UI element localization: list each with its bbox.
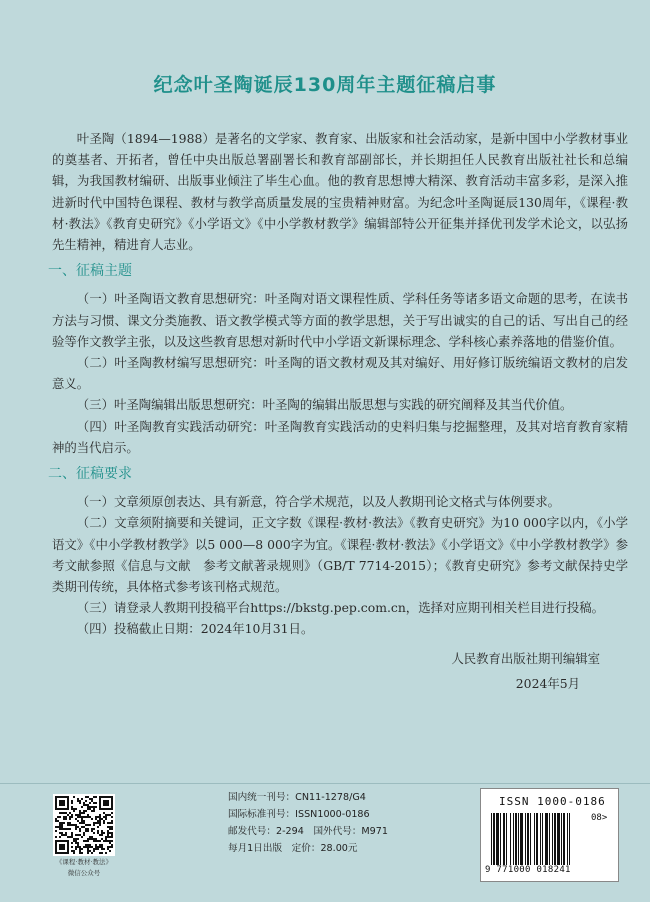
- article-body: [48, 128, 628, 694]
- section-heading-requirements: 二、征稿要求: [48, 466, 132, 483]
- issue-code: 08>: [591, 813, 608, 823]
- topic-item-2: （二）叶圣陶教材编写思想研究：叶圣陶的语文教材观及其对编好、用好修订版统编语文教材的启发意义。: [52, 355, 628, 392]
- signature-date: 2024年5月: [515, 675, 580, 691]
- publication-info: [228, 789, 388, 857]
- requirement-item-4: （四）投稿截止日期：2024年10月31日。: [76, 621, 314, 637]
- page-title: 纪念叶圣陶诞辰130周年主题征稿启事: [153, 74, 497, 96]
- barcode-digits: 9 771000 018241: [485, 865, 571, 875]
- qr-block: [51, 794, 117, 878]
- section-heading-topics: 一、征稿主题: [48, 263, 132, 280]
- footer-divider: [0, 783, 650, 784]
- topic-item-3: （三）叶圣陶编辑出版思想研究：叶圣陶的编辑出版思想与实践的研究阐释及其当代价值。: [76, 397, 573, 413]
- qr-code-icon[interactable]: [53, 794, 115, 856]
- pub-info-issn: 国际标准刊号：ISSN1000-0186: [228, 809, 370, 820]
- signature-office: 人民教育出版社期刊编辑室: [451, 650, 600, 666]
- qr-caption-line-2: 微信公众号: [67, 869, 101, 877]
- topic-item-4: （四）叶圣陶教育实践活动研究：叶圣陶教育实践活动的史料归集与挖掘整理，及其对培育教育家精神的当代启示。: [52, 418, 628, 455]
- requirement-item-2: （二）文章须附摘要和关键词，正文字数《课程·教材·教法》《教育史研究》为10 000字以内，《小学语文》《中小学教材教学》以5 000—8 000字为宜。《课程·教材·教法》《小学语文》《中小学教材教学》参考文献参照《信息与文献 参考文献著录规则》（GB/T 7714-2015）；《教育史研究》参考文献保持史学类期刊传统，具体格式参考该刊格式规范。: [52, 515, 628, 595]
- pub-info-cn: 国内统一刊号：CN11-1278/G4: [228, 792, 366, 803]
- qr-caption-line-1: 《课程·教材·教法》: [55, 858, 113, 866]
- barcode-icon: [491, 813, 587, 865]
- topic-item-1: （一）叶圣陶语文教育思想研究：叶圣陶对语文课程性质、学科任务等诸多语文命题的思考，在读书方法与习惯、课文分类施教、语文教学模式等方面的教学思想，关于写出诚实的自己的话、写出自己的经验等作文教学主张，以及这些教育思想对新时代中小学语文新课标理念、学科核心素养落地的借鉴价值。: [52, 291, 628, 349]
- requirement-item-3: （三）请登录人教期刊投稿平台https://bkstg.pep.com.cn，选择对应期刊相关栏目进行投稿。: [76, 600, 605, 616]
- barcode-box: [480, 788, 619, 882]
- pub-info-postal: 邮发代号：2-294 国外代号：M971: [228, 826, 388, 837]
- issn-label: ISSN 1000-0186: [499, 795, 606, 808]
- intro-paragraph: 叶圣陶（1894—1988）是著名的文学家、教育家、出版家和社会活动家，是新中国中小学教材事业的奠基者、开拓者，曾任中央出版总署副署长和教育部副部长，并长期担任人民教育出版社社长和总编辑，为我国教材编研、出版事业倾注了毕生心血。他的教育思想博大精深、教育活动丰富多彩，是深入推进新时代中国特色课程、教材与教学高质量发展的宝贵精神财富。为纪念叶圣陶诞辰130周年，《课程·教材·教法》《教育史研究》《小学语文》《中小学教材教学》编辑部特公开征集并择优刊发学术论文，以弘扬先生精神，精进育人志业。: [52, 131, 628, 253]
- pub-info-price: 每月1日出版 定价：28.00元: [228, 843, 358, 854]
- requirement-item-1: （一）文章须原创表达、具有新意，符合学术规范，以及人教期刊论文格式与体例要求。: [76, 494, 561, 510]
